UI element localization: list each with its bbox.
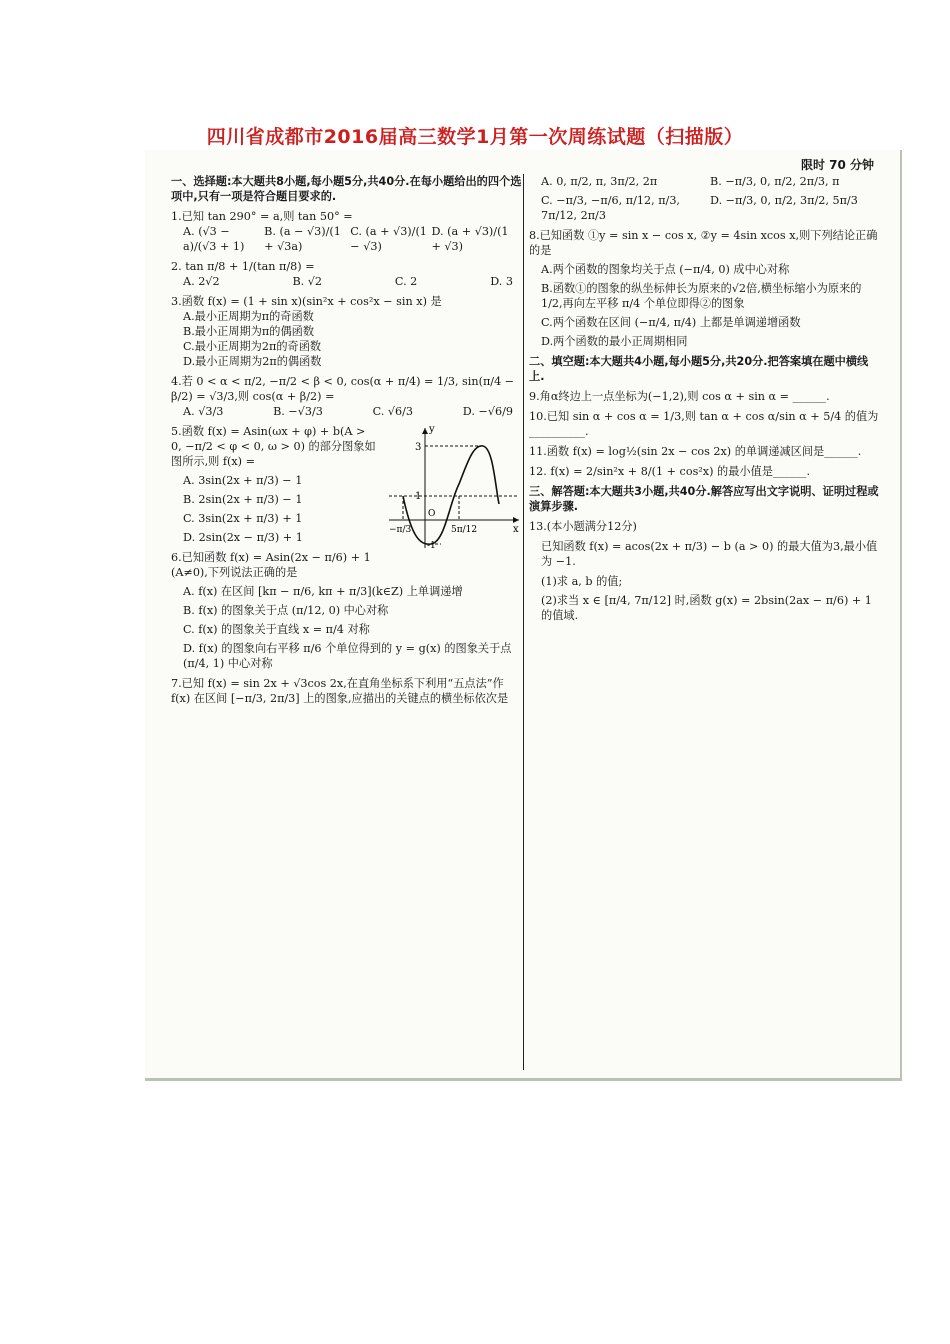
q7-option-c: C. −π/3, −π/6, π/12, π/3, 7π/12, 2π/3 [541, 194, 680, 222]
q5-option-d: D. 2sin(2x − π/3) + 1 [183, 531, 303, 544]
left-column [171, 174, 523, 706]
question-10: 10.已知 sin α + cos α = 1/3,则 tan α + cos α/sin α + 5/4 的值为__________. [529, 410, 879, 438]
graph-tick-left: −π/3 [389, 525, 412, 535]
q6-option-d: D. f(x) 的图象向右平移 π/6 个单位得到的 y = g(x) 的图象关于点 (π/4, 1) 中心对称 [183, 642, 512, 670]
column-divider [523, 174, 524, 1070]
question-13-part-1: (1)求 a, b 的值; [541, 575, 623, 588]
q7-options-row-1 [529, 174, 879, 189]
graph-tick-1: 1 [415, 491, 422, 502]
q4-option-b: B. −√3/3 [273, 405, 323, 418]
graph-y-axis-label: y [429, 424, 435, 435]
q1-option-a: A. (√3 − a)/(√3 + 1) [183, 225, 245, 253]
section-choice-heading: 一、选择题:本大题共8小题,每小题5分,共40分.在每小题给出的四个选项中,只有一项是符合题目要求的. [171, 175, 522, 203]
page-title: 四川省成都市2016届高三数学1月第一次周练试题（扫描版） [206, 126, 744, 148]
q1-option-c: C. (a + √3)/(1 − √3) [350, 225, 427, 253]
q1-option-b: B. (a − √3)/(1 + √3a) [264, 225, 341, 253]
q5-option-b: B. 2sin(2x + π/3) − 1 [183, 493, 303, 506]
q3-option-c: C.最小正周期为2π的奇函数 [183, 340, 322, 353]
question-1: 1.已知 tan 290° = a,则 tan 50° = [171, 210, 353, 223]
q1-option-d: D. (a + √3)/(1 + √3) [431, 225, 509, 253]
q5-option-a: A. 3sin(2x + π/3) − 1 [183, 474, 303, 487]
q8-option-a: A.两个函数的图象均关于点 (−π/4, 0) 成中心对称 [541, 263, 790, 276]
question-5-text: 5.函数 f(x) = Asin(ωx + φ) + b(A > 0, −π/2 < φ < 0, ω > 0) 的部分图象如图所示,则 f(x) = [171, 425, 376, 468]
q8-option-c: C.两个函数在区间 (−π/4, π/4) 上都是单调递增函数 [541, 316, 801, 329]
q6-option-b: B. f(x) 的图象关于点 (π/12, 0) 中心对称 [183, 604, 389, 617]
q6-option-a: A. f(x) 在区间 [kπ − π/6, kπ + π/3](k∈Z) 上单调递增 [183, 585, 463, 598]
q3-option-a: A.最小正周期为π的奇函数 [183, 310, 314, 323]
question-8: 8.已知函数 ①y = sin x − cos x, ②y = 4sin xcos x,则下列结论正确的是 [529, 229, 878, 257]
q3-option-b: B.最小正周期为π的偶函数 [183, 325, 315, 338]
q6-option-c: C. f(x) 的图象关于直线 x = π/4 对称 [183, 623, 370, 636]
question-11: 11.函数 f(x) = log½(sin 2x − cos 2x) 的单调递减区间是______. [529, 445, 862, 458]
graph-x-axis-label: x [513, 524, 519, 535]
q7-option-d: D. −π/3, 0, π/2, 3π/2, 5π/3 [710, 194, 858, 207]
q2-option-d: D. 3 [490, 275, 513, 288]
question-1-options [171, 224, 523, 254]
q5-option-c: C. 3sin(2x + π/3) + 1 [183, 512, 303, 525]
question-7: 7.已知 f(x) = sin 2x + √3cos 2x,在直角坐标系下利用“五点法”作 f(x) 在区间 [−π/3, 2π/3] 上的图象,应描出的关键点的横坐标依次是 [171, 677, 509, 705]
q2-option-b: B. √2 [292, 275, 323, 288]
right-column [529, 174, 879, 623]
question-4-options [171, 404, 523, 419]
graph-tick-right: 5π/12 [451, 525, 478, 535]
question-6: 6.已知函数 f(x) = Asin(2x − π/6) + 1 (A≠0),下列说法正确的是 [171, 551, 371, 579]
scanned-exam-sheet [145, 150, 902, 1081]
question-13-heading: 13.(本小题满分12分) [529, 520, 637, 533]
q7-options-row-2 [529, 193, 879, 223]
question-3: 3.函数 f(x) = (1 + sin x)(sin²x + cos²x − sin x) 是 [171, 295, 442, 308]
question-12: 12. f(x) = 2/sin²x + 8/(1 + cos²x) 的最小值是______. [529, 465, 811, 478]
q8-option-d: D.两个函数的最小正周期相同 [541, 335, 688, 348]
graph-tick-neg1: -1 [427, 541, 436, 551]
question-2: 2. tan π/8 + 1/(tan π/8) = [171, 260, 315, 273]
time-limit: 限时 70 分钟 [800, 158, 874, 172]
graph-origin-label: O [428, 509, 436, 519]
question-13-body: 已知函数 f(x) = acos(2x + π/3) − b (a > 0) 的最大值为3,最小值为 −1. [541, 540, 878, 568]
q3-option-d: D.最小正周期为2π的偶函数 [183, 355, 322, 368]
q2-option-a: A. 2√2 [183, 275, 220, 288]
section-answer-heading: 三、解答题:本大题共3小题,共40分.解答应写出文字说明、证明过程或演算步骤. [529, 485, 879, 513]
question-13-part-2: (2)求当 x ∈ [π/4, 7π/12] 时,函数 g(x) = 2bsin(2ax − π/6) + 1 的值域. [541, 594, 872, 622]
sine-graph-figure [385, 424, 523, 552]
question-4: 4.若 0 < α < π/2, −π/2 < β < 0, cos(α + π/4) = 1/3, sin(π/4 − β/2) = √3/3,则 cos(α + β/2) = [171, 375, 515, 403]
q8-option-b: B.函数①的图象的纵坐标伸长为原来的√2倍,横坐标缩小为原来的 1/2,再向左平移 π/4 个单位即得②的图象 [541, 282, 862, 310]
section-fill-heading: 二、填空题:本大题共4小题,每小题5分,共20分.把答案填在题中横线上. [529, 355, 869, 383]
q7-option-a: A. 0, π/2, π, 3π/2, 2π [541, 175, 658, 188]
y-axis-arrow-icon [422, 428, 428, 434]
q4-option-d: D. −√6/9 [462, 405, 513, 418]
q4-option-c: C. √6/3 [372, 405, 414, 418]
question-9: 9.角α终边上一点坐标为(−1,2),则 cos α + sin α = ______. [529, 390, 830, 403]
q2-option-c: C. 2 [394, 275, 418, 288]
q4-option-a: A. √3/3 [183, 405, 224, 418]
question-2-options [171, 274, 523, 289]
x-axis-arrow-icon [513, 517, 519, 523]
graph-tick-3: 3 [415, 442, 422, 453]
q7-option-b: B. −π/3, 0, π/2, 2π/3, π [710, 175, 840, 188]
